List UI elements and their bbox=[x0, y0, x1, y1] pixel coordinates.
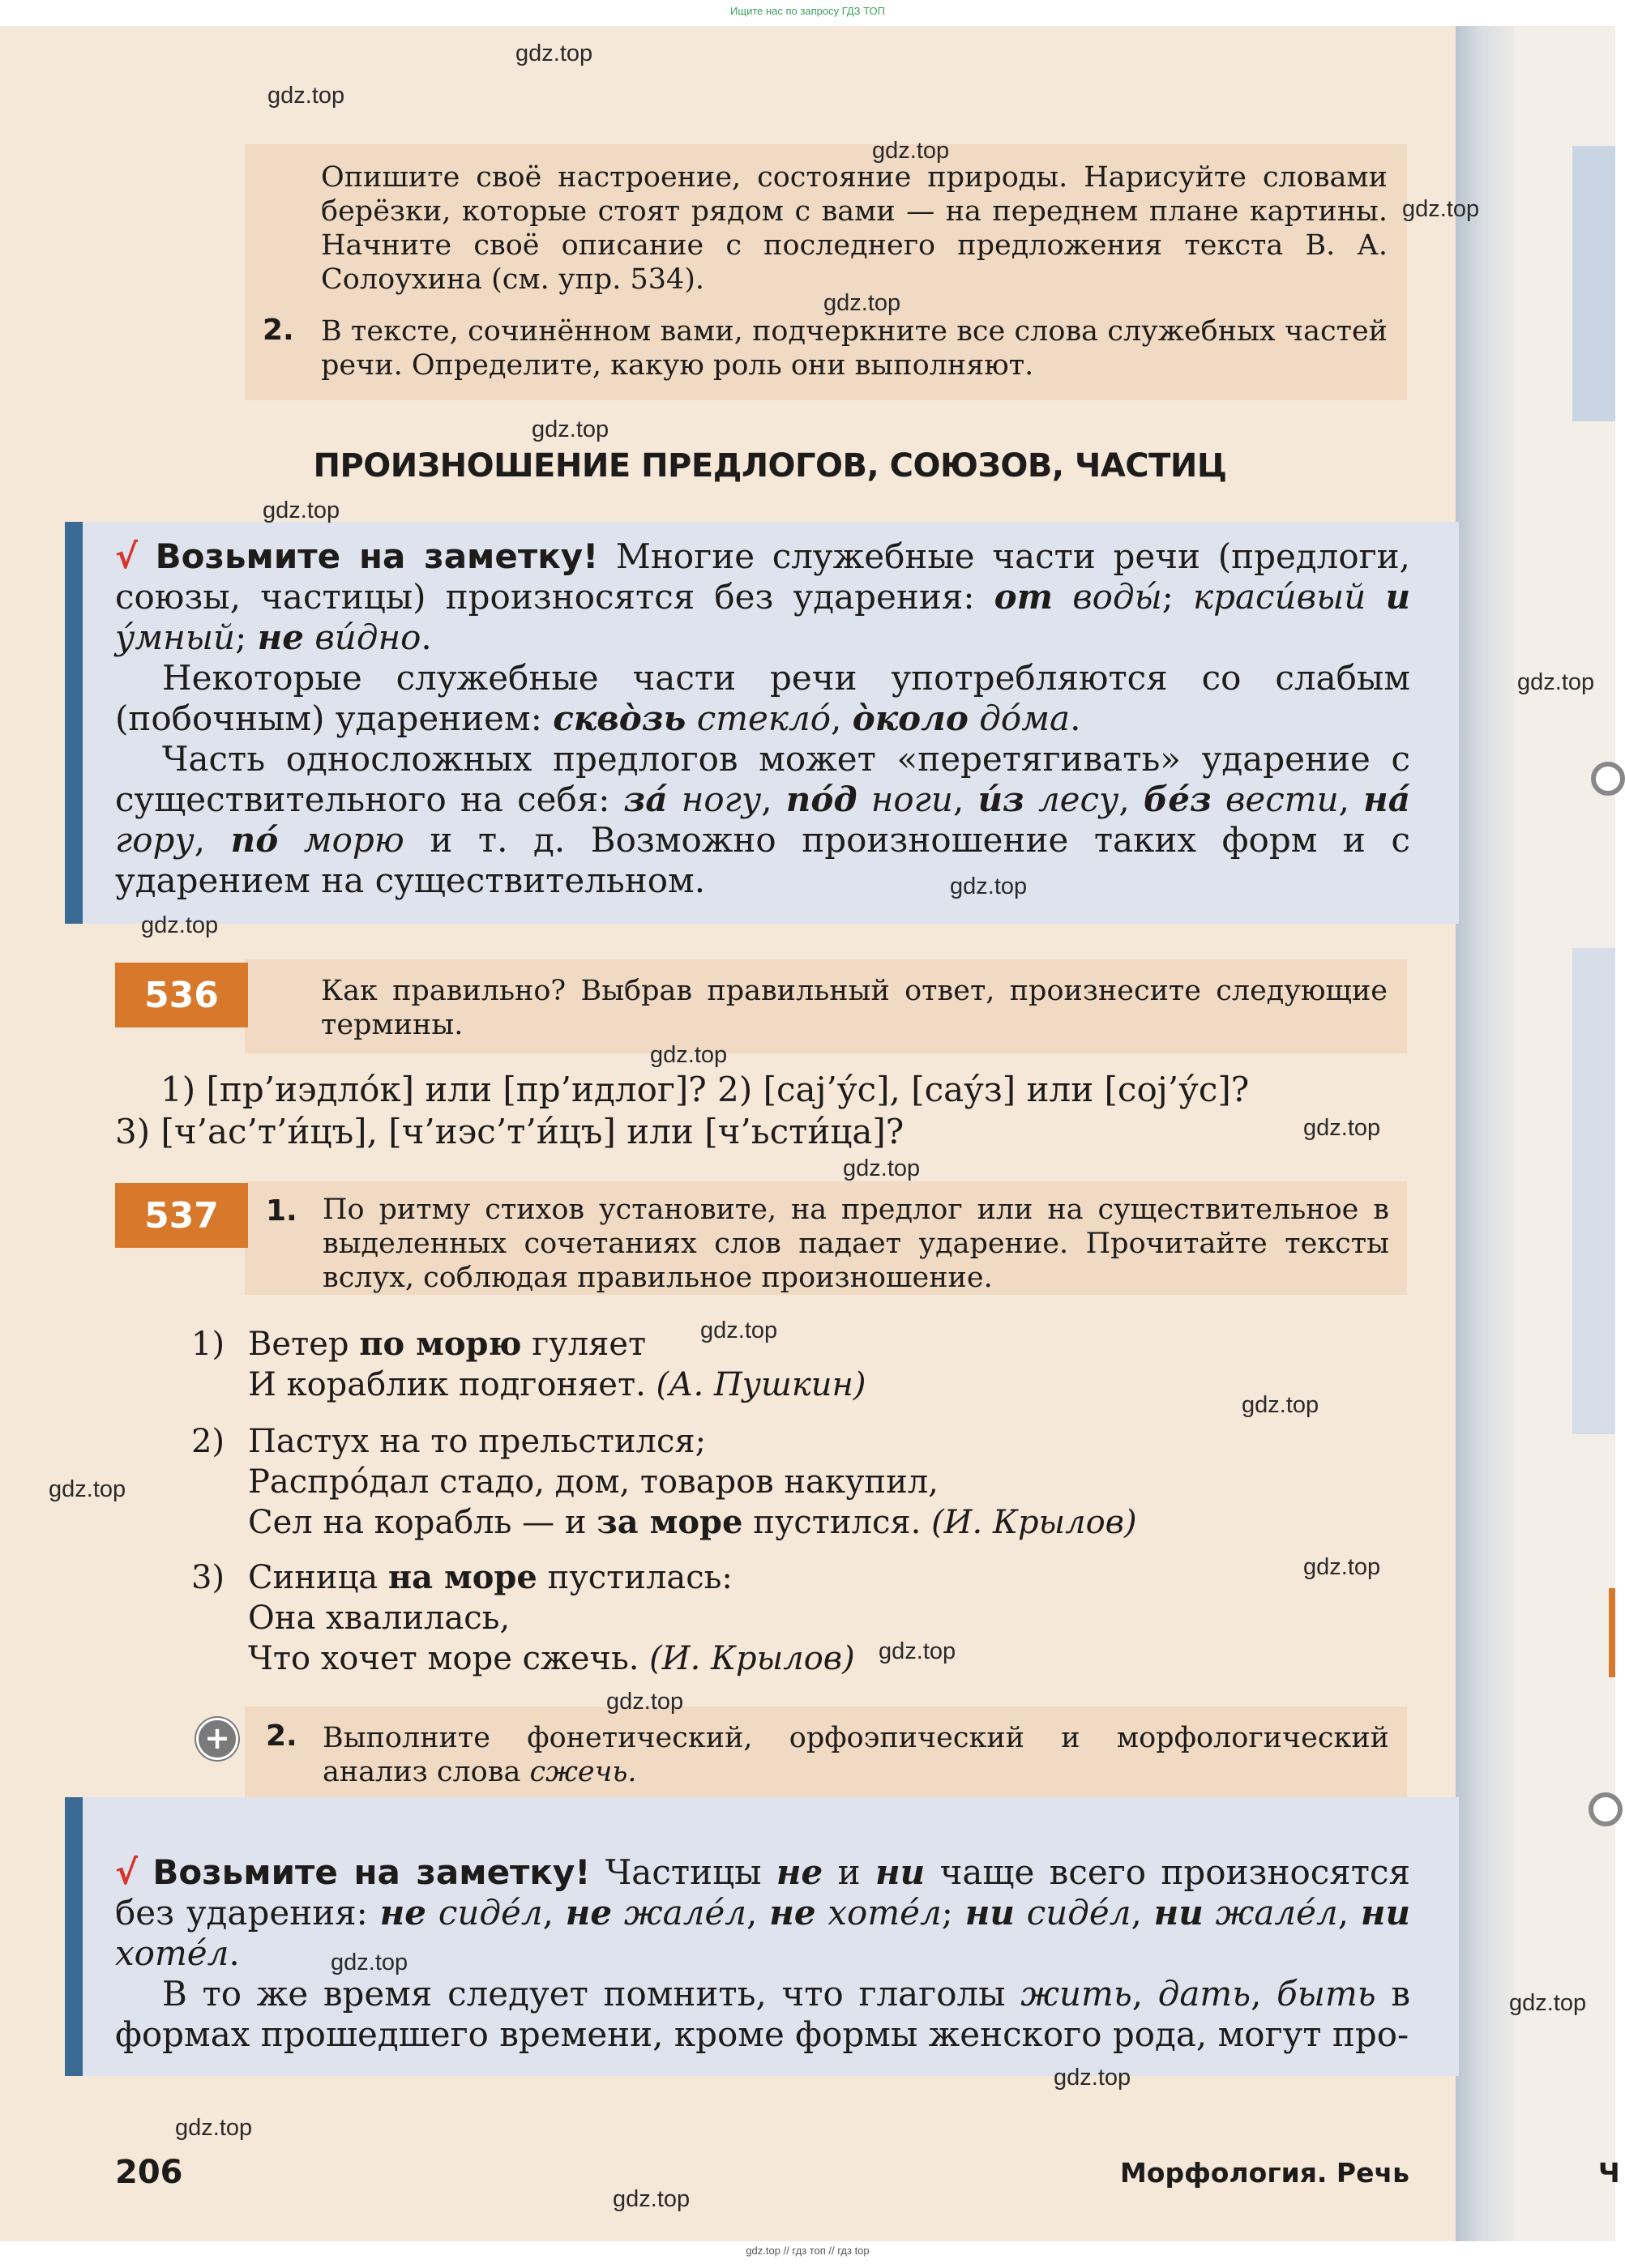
watermark: gdz.top bbox=[1509, 1990, 1587, 2016]
note-bar-1 bbox=[65, 522, 83, 924]
example: сиде́л bbox=[1026, 1893, 1131, 1933]
note-text: Некоторые служебные части речи употребляются со слабым (побочным) ударением: bbox=[115, 658, 1410, 738]
check-icon: √ bbox=[115, 1852, 139, 1892]
note-text: чаще всего произносятся без ударения: bbox=[115, 1852, 1410, 1933]
highlighted-phrase: на море bbox=[387, 1558, 537, 1596]
example: хоте́л bbox=[827, 1893, 942, 1933]
watermark: gdz.top bbox=[141, 912, 219, 938]
example: ни bbox=[964, 1893, 1015, 1933]
poem-line: Распро́дал стадо, дом, товаров накупил, bbox=[248, 1463, 939, 1501]
example: ви́дно bbox=[314, 617, 421, 657]
watermark: gdz.top bbox=[950, 873, 1028, 899]
gear-icon bbox=[1589, 1792, 1623, 1826]
watermark: gdz.top bbox=[1303, 1115, 1381, 1141]
example: вести bbox=[1225, 779, 1339, 819]
example: сиде́л bbox=[438, 1893, 543, 1933]
watermark: gdz.top bbox=[515, 41, 593, 66]
watermark: gdz.top bbox=[843, 1155, 921, 1181]
watermark: gdz.top bbox=[879, 1638, 956, 1664]
note-text: Многие служебные части речи (предлоги, союзы, частицы) произносятся без ударения: bbox=[115, 536, 1410, 617]
next-page-orange-tab bbox=[1609, 1588, 1615, 1677]
watermark: gdz.top bbox=[175, 2115, 253, 2141]
note-text: в формах прошедшего времени, кроме формы женского рода, могут про- bbox=[115, 1974, 1411, 2054]
example: не bbox=[776, 1852, 823, 1892]
example: стекло́ bbox=[696, 698, 832, 738]
example: жить bbox=[1020, 1974, 1132, 2014]
section-title: Морфология. Речь bbox=[1119, 2157, 1409, 2189]
watermark: gdz.top bbox=[49, 1476, 126, 1502]
watermark: gdz.top bbox=[1517, 669, 1595, 695]
watermark: gdz.top bbox=[1303, 1554, 1381, 1580]
note-1-text: √ Возьмите на заметку! Многие служебные части речи (предлоги, союзы, частицы) произносятся без ударения: от воды́; краси́вый и у́мный; не ви́дно. Некоторые служебные части речи употребляются со слабым (побочным) ударением: сквòзь стекло́, òколо до́ма. Часть односложных предлогов может «перетягивать» ударение с существительного на себя: за́ ногу, по́д ноги, и́з лесу, бе́з вести, на́ гору, по́ морю и т. д. Возможно произношение таких форм и с ударением на существительном. bbox=[115, 536, 1410, 900]
example: воды́ bbox=[1072, 577, 1162, 617]
example: на́ bbox=[1363, 779, 1410, 819]
note-text: Часть односложных предлогов может «перетягивать» ударение с существительного на себя: bbox=[115, 739, 1410, 819]
watermark: gdz.top bbox=[331, 1950, 408, 1975]
poem-line: Сел на корабль — и bbox=[248, 1504, 587, 1541]
example: и bbox=[1385, 577, 1410, 617]
poem-number: 2) bbox=[191, 1423, 225, 1460]
example: лесу bbox=[1037, 779, 1119, 819]
watermark: gdz.top bbox=[532, 416, 609, 442]
poem-line: пустился. bbox=[753, 1504, 922, 1541]
exercise-536-line-1: 1) [пр’иэдло́к] или [пр’идлог]? 2) [саj’у́с], [сау́з] или [соj’у́с]? bbox=[160, 1070, 1250, 1109]
example: ноги bbox=[870, 779, 953, 819]
example: морю bbox=[303, 820, 404, 860]
watermark: gdz.top bbox=[606, 1689, 684, 1715]
example: до́ма bbox=[979, 698, 1071, 738]
example: и́з bbox=[977, 779, 1024, 819]
example: ногу bbox=[681, 779, 762, 819]
example: òколо bbox=[852, 698, 969, 738]
exercise-number-536: 536 bbox=[115, 963, 248, 1027]
highlighted-phrase: по морю bbox=[359, 1325, 522, 1363]
example: дать bbox=[1157, 1974, 1251, 2014]
example: хоте́л bbox=[115, 1933, 229, 1973]
example: по́ bbox=[230, 820, 279, 860]
poem-author: (И. Крылов) bbox=[649, 1640, 855, 1677]
poem-1 bbox=[191, 1324, 1383, 1405]
example: жале́л bbox=[623, 1893, 747, 1933]
poem-line: Что хочет море сжечь. bbox=[248, 1640, 639, 1677]
poem-line: гуляет bbox=[532, 1326, 647, 1363]
watermark: gdz.top bbox=[1402, 196, 1480, 222]
example: ни bbox=[875, 1852, 926, 1892]
watermark: gdz.top bbox=[823, 290, 901, 316]
example: по́д bbox=[785, 779, 857, 819]
watermark: gdz.top bbox=[872, 138, 950, 164]
page-number: 206 bbox=[115, 2154, 183, 2191]
poem-author: (А. Пушкин) bbox=[656, 1366, 866, 1403]
item-number: 2. bbox=[263, 314, 294, 347]
watermark: gdz.top bbox=[263, 498, 340, 523]
example: ни bbox=[1360, 1893, 1411, 1933]
next-page-letter: Ч bbox=[1598, 2157, 1620, 2189]
note-heading: Возьмите на заметку! bbox=[152, 1852, 591, 1892]
note-text: Частицы bbox=[605, 1852, 762, 1892]
poem-author: (И. Крылов) bbox=[931, 1504, 1137, 1541]
poem-2 bbox=[191, 1421, 1383, 1543]
exercise-536-task: Как правильно? Выбрав правильный ответ, произнесите следующие термины. bbox=[321, 975, 1388, 1041]
example: не bbox=[769, 1893, 816, 1933]
example: не bbox=[565, 1893, 613, 1933]
watermark: gdz.top bbox=[1054, 2065, 1131, 2091]
watermark: gdz.top bbox=[700, 1318, 778, 1343]
note-2-text: √ Возьмите на заметку! Частицы не и ни чаще всего произносятся без ударения: не сиде́л, не жале́л, не хоте́л; ни сиде́л, ни жале́л, ни хоте́л. В то же время следует помнить, что глаголы жить, дать, быть в формах прошедшего времени, кроме формы женского рода, могут про- bbox=[115, 1852, 1411, 2054]
poem-line: Ветер bbox=[248, 1326, 349, 1363]
example: жале́л bbox=[1215, 1893, 1338, 1933]
check-icon: √ bbox=[115, 536, 139, 576]
note-text: и т. д. Возможно произношение таких форм и с ударением на существительном. bbox=[115, 820, 1410, 900]
poem-line: Синица bbox=[248, 1559, 378, 1596]
note-heading: Возьмите на заметку! bbox=[155, 536, 599, 576]
poem-number: 1) bbox=[191, 1326, 225, 1363]
exercise-537-task-1: По ритму стихов установите, на предлог или на существительное в выделенных сочетаниях слов падает ударение. Прочитайте тексты вслух, соблюдая правильное произношение. bbox=[323, 1194, 1389, 1294]
example: сквòзь bbox=[553, 698, 686, 738]
poem-line: Пастух на то прельстился; bbox=[248, 1423, 707, 1460]
exercise-536-line-2: 3) [ч’ас’т’и́цъ], [ч’иэс’т’и́цъ] или [ч’ьсти́ца]? bbox=[115, 1112, 904, 1151]
next-page-blue-block-2 bbox=[1572, 948, 1615, 1434]
bottom-banner: gdz.top // гдз топ // гдз top bbox=[746, 2245, 870, 2257]
example: краси́вый bbox=[1193, 577, 1366, 617]
example: у́мный bbox=[115, 617, 236, 657]
example: ни bbox=[1153, 1893, 1204, 1933]
book-spine bbox=[1456, 26, 1514, 2241]
example: не bbox=[257, 617, 304, 657]
watermark: gdz.top bbox=[267, 83, 345, 109]
task-item-2: В тексте, сочинённом вами, подчеркните все слова служебных частей речи. Определите, какую роль они выполняют. bbox=[321, 315, 1388, 382]
poem-3 bbox=[191, 1557, 1383, 1679]
highlighted-phrase: за море bbox=[597, 1503, 743, 1541]
plus-icon: + bbox=[196, 1718, 238, 1760]
poem-line: Она хвалилась, bbox=[248, 1600, 511, 1637]
top-banner: Ищите нас по запросу ГДЗ ТОП bbox=[730, 5, 885, 17]
note-text: В то же время следует помнить, что глаголы bbox=[162, 1974, 1006, 2014]
task-paragraph: Опишите своё настроение, состояние природы. Нарисуйте словами берёзки, которые стоят рядом с вами — на переднем плане картины. Начните своё описание с последнего предложения текста В. А. Солоухина (см. упр. 534). bbox=[321, 161, 1388, 296]
item-number: 1. bbox=[266, 1194, 297, 1228]
watermark: gdz.top bbox=[650, 1042, 728, 1068]
task-text: Выполните фонетический, орфоэпический и морфологический анализ слова bbox=[323, 1722, 1389, 1788]
watermark: gdz.top bbox=[613, 2186, 691, 2212]
section-heading: ПРОИЗНОШЕНИЕ ПРЕДЛОГОВ, СОЮЗОВ, ЧАСТИЦ bbox=[313, 447, 1227, 485]
poem-line: пустилась: bbox=[547, 1559, 733, 1596]
note-bar-2 bbox=[65, 1797, 83, 2076]
note-text: и bbox=[837, 1852, 861, 1892]
example: бе́з bbox=[1143, 779, 1212, 819]
task-word: сжечь. bbox=[529, 1756, 637, 1788]
example: быть bbox=[1276, 1974, 1376, 2014]
poem-number: 3) bbox=[191, 1559, 225, 1596]
example: от bbox=[994, 577, 1054, 617]
watermark: gdz.top bbox=[1242, 1392, 1319, 1418]
exercise-537-task-2 bbox=[323, 1721, 1389, 1789]
example: не bbox=[379, 1893, 426, 1933]
next-page-blue-block bbox=[1572, 146, 1615, 421]
poem-line: И кораблик подгоняет. bbox=[248, 1366, 646, 1403]
example: за́ bbox=[623, 779, 668, 819]
exercise-number-537: 537 bbox=[115, 1183, 248, 1248]
item-number: 2. bbox=[266, 1719, 297, 1753]
gear-icon bbox=[1591, 762, 1625, 796]
example: гору bbox=[115, 820, 195, 860]
